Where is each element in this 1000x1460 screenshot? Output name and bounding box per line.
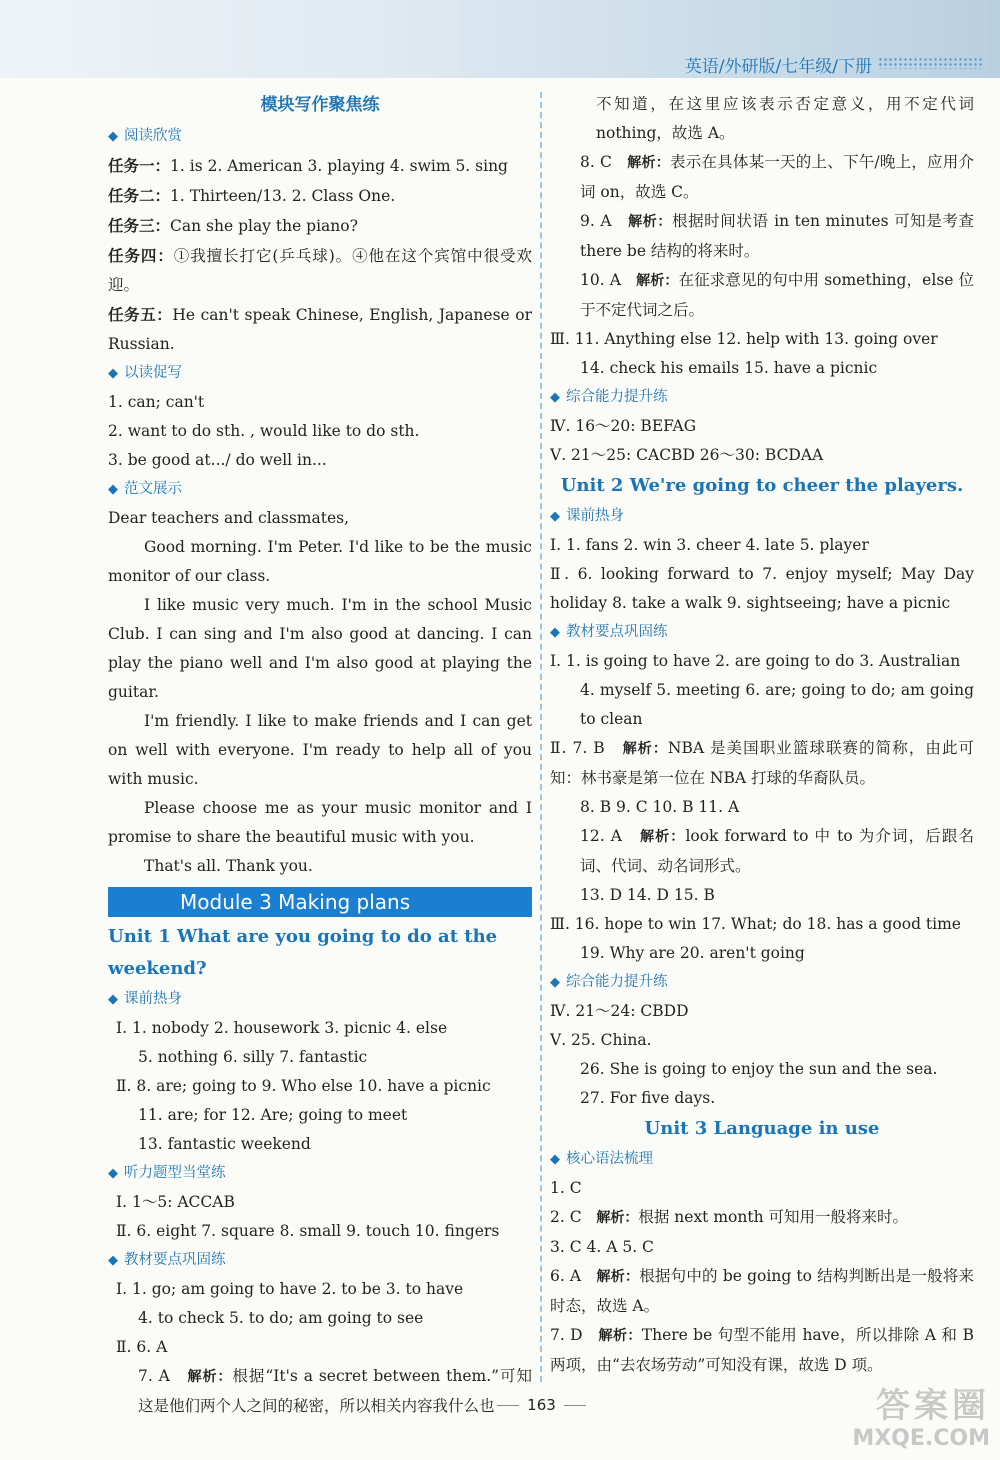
explanation-line: 9. A 解析：根据时间状语 in ten minutes 可知是考查 there be 结构的将来时。: [580, 212, 974, 260]
answer-line: Ⅲ. 16. hope to win 17. What; do 18. has a good time: [550, 915, 961, 933]
diamond-icon: ◆: [108, 992, 118, 1007]
answer-line: Ⅱ. 6. A: [116, 1338, 168, 1356]
section-label-sample: ◆ 范文展示: [108, 481, 182, 497]
answer-line: 1. can; can't: [108, 393, 205, 411]
answer-line: 8. B 9. C 10. B 11. A: [580, 798, 740, 816]
watermark-text: 答案圈: [876, 1386, 990, 1426]
section-label-listening: ◆ 听力题型当堂练: [108, 1165, 226, 1181]
diamond-icon: ◆: [550, 390, 560, 405]
answer-line: Ⅳ. 21～24: CBDD: [550, 1002, 689, 1020]
answer-line: 26. She is going to enjoy the sun and the sea.: [580, 1060, 938, 1078]
answer-line: Ⅱ. 8. are; going to 9. Who else 10. have a picnic: [116, 1077, 491, 1095]
answer-line: 13. fantastic weekend: [138, 1135, 311, 1153]
unit-heading: Unit 1 What are you going to do at the weekend?: [108, 926, 498, 979]
diamond-icon: ◆: [108, 129, 118, 144]
answer-line: 14. check his emails 15. have a picnic: [580, 359, 878, 377]
task-line: 任务三：Can she play the piano?: [108, 216, 358, 235]
letter-paragraph: I'm friendly. I like to make friends and I can get on well with everyone. I'm ready to help all of you with music.: [108, 712, 532, 788]
explanation-continuation: 不知道，在这里应该表示否定意义，用不定代词 nothing，故选 A。: [596, 95, 974, 142]
answer-line: Ⅰ. 1. is going to have 2. are going to do 3. Australian: [550, 652, 961, 670]
answer-line: 2. want to do sth. , would like to do sth.: [108, 422, 420, 440]
page-number: 163: [0, 1396, 1000, 1414]
answer-line: Ⅴ. 21～25: CACBD 26～30: BCDAA: [550, 446, 824, 464]
diamond-icon: ◆: [108, 1253, 118, 1268]
section-title: 模块写作聚焦练: [260, 95, 380, 115]
answer-line: Ⅱ. 6. looking forward to 7. enjoy myself; May Day holiday 8. take a walk 9. sightseeing; have a picnic: [550, 565, 974, 612]
series-label: 英语/外研版/七年级/下册: [684, 57, 872, 77]
answer-line: Ⅰ. 1. nobody 2. housework 3. picnic 4. else: [116, 1019, 448, 1037]
module-banner: Module 3 Making plans: [108, 887, 532, 917]
answer-line: Ⅰ. 1. fans 2. win 3. cheer 4. late 5. player: [550, 536, 869, 554]
section-label-warmup: ◆ 课前热身: [108, 991, 182, 1007]
answer-line: 4. myself 5. meeting 6. are; going to do; am going to clean: [580, 681, 974, 728]
page-number-dash: [564, 1405, 586, 1406]
letter-paragraph: Good morning. I'm Peter. I'd like to be the music monitor of our class.: [108, 538, 532, 585]
answer-line: Ⅴ. 25. China.: [550, 1031, 652, 1049]
answer-line: 13. D 14. D 15. B: [580, 886, 715, 904]
task-line: 任务一：1. is 2. American 3. playing 4. swim 5. sing: [108, 156, 508, 175]
answer-line: 5. nothing 6. silly 7. fantastic: [138, 1048, 368, 1066]
section-label-read-write: ◆ 以读促写: [108, 365, 182, 381]
section-label-grammar: ◆ 核心语法梳理: [550, 1151, 653, 1167]
section-label-warmup: ◆ 课前热身: [550, 508, 624, 524]
task-line: 任务五：He can't speak Chinese, English, Japanese or Russian.: [108, 305, 532, 353]
answer-line: 3. C 4. A 5. C: [550, 1238, 654, 1256]
answer-line: Ⅳ. 16～20: BEFAG: [550, 417, 697, 435]
section-label-comprehensive: ◆ 综合能力提升练: [550, 974, 668, 990]
page-number-dash: [497, 1405, 519, 1406]
unit-heading: Unit 3 Language in use: [644, 1118, 880, 1139]
answer-line: 4. to check 5. to do; am going to see: [138, 1309, 424, 1327]
answer-line: 27. For five days.: [580, 1089, 716, 1107]
answer-line: 3. be good at.../ do well in...: [108, 451, 327, 469]
explanation-line: 6. A 解析：根据句中的 be going to 结构判断出是一般将来时态，故选 A。: [550, 1267, 974, 1315]
right-column: [550, 90, 974, 1380]
diamond-icon: ◆: [108, 1166, 118, 1181]
diamond-icon: ◆: [108, 366, 118, 381]
explanation-line: 8. C 解析：表示在具体某一天的上、下午/晚上，应用介词 on，故选 C。: [580, 153, 975, 201]
task-line: 任务四：①我擅长打它(乒乓球)。④他在这个宾馆中很受欢迎。: [108, 246, 532, 294]
task-line: 任务二：1. Thirteen/13. 2. Class One.: [108, 186, 396, 205]
unit-heading: Unit 2 We're going to cheer the players.: [560, 475, 964, 496]
answer-line: 19. Why are 20. aren't going: [580, 944, 805, 962]
answer-line: Ⅲ. 11. Anything else 12. help with 13. going over: [550, 330, 938, 348]
answer-line: Ⅰ. 1. go; am going to have 2. to be 3. to have: [116, 1280, 464, 1298]
explanation-line: 10. A 解析：在征求意见的句中用 something，else 位于不定代词之后。: [580, 271, 974, 319]
explanation-line: 2. C 解析：根据 next month 可知用一般将来时。: [550, 1208, 908, 1226]
section-label-textbook: ◆ 教材要点巩固练: [550, 624, 668, 640]
letter-paragraph: Please choose me as your music monitor and I promise to share the beautiful music with you.: [108, 799, 532, 846]
header-dot-pattern: [878, 57, 982, 69]
section-label-comprehensive: ◆ 综合能力提升练: [550, 389, 668, 405]
watermark-url: MXQE.COM: [852, 1426, 990, 1451]
answer-line: Ⅰ. 1～5: ACCAB: [116, 1193, 235, 1211]
diamond-icon: ◆: [108, 482, 118, 497]
section-label-textbook: ◆ 教材要点巩固练: [108, 1252, 226, 1268]
answer-line: 11. are; for 12. Are; going to meet: [138, 1106, 408, 1124]
explanation-line: Ⅱ. 7. B 解析：NBA 是美国职业篮球联赛的简称，由此可知：林书豪是第一位在 NBA 打球的华裔队员。: [550, 739, 975, 787]
diamond-icon: ◆: [550, 1152, 560, 1167]
explanation-line: 7. D 解析：There be 句型不能用 have，所以排除 A 和 B 两项，由“去农场劳动”可知没有课，故选 D 项。: [550, 1326, 974, 1374]
explanation-line: 7. A 解析：根据“It's a secret between them.”可知这是他们两个人之间的秘密，所以相关内容我什么也: [138, 1367, 532, 1415]
left-column: [108, 90, 532, 1421]
diamond-icon: ◆: [550, 625, 560, 640]
letter-greeting: Dear teachers and classmates,: [108, 509, 350, 527]
explanation-line: 12. A 解析：look forward to 中 to 为介词，后跟名词、代词、动名词形式。: [580, 827, 975, 875]
letter-paragraph: I like music very much. I'm in the school Music Club. I can sing and I'm also good at dancing. I can play the piano well and I'm also good at playing the guitar.: [108, 596, 532, 701]
diamond-icon: ◆: [550, 975, 560, 990]
answer-line: 1. C: [550, 1179, 582, 1197]
diamond-icon: ◆: [550, 509, 560, 524]
letter-closing: That's all. Thank you.: [144, 857, 313, 875]
section-label-reading: ◆ 阅读欣赏: [108, 128, 182, 144]
column-divider: [540, 92, 542, 1382]
watermark-logo: [790, 1386, 990, 1456]
page-header: [0, 0, 1000, 78]
answer-line: Ⅱ. 6. eight 7. square 8. small 9. touch 10. fingers: [116, 1222, 500, 1240]
